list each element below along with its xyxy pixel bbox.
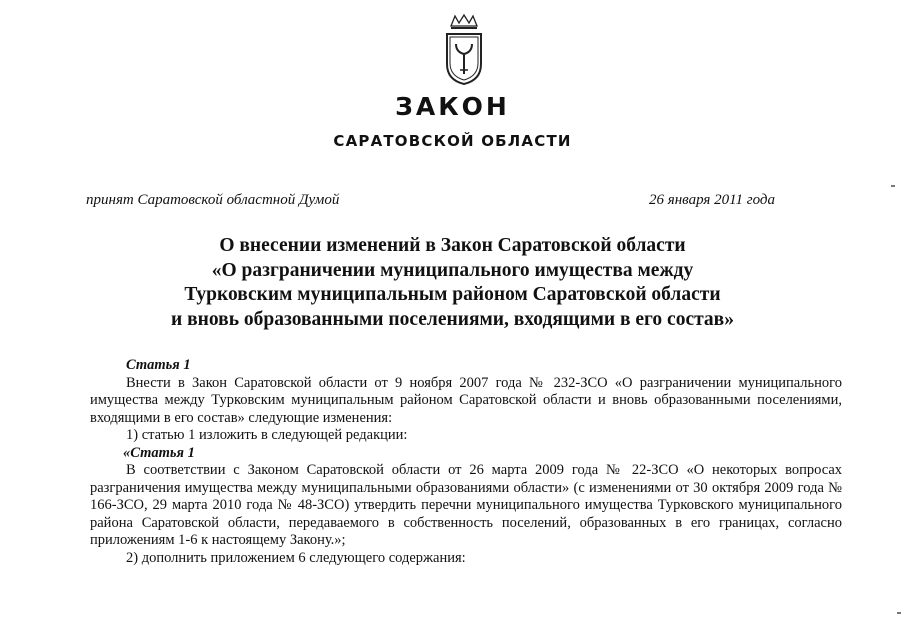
adoption-date: 26 января 2011 года [649, 192, 775, 208]
law-heading [0, 234, 905, 332]
law-subtitle: САРАТОВСКОЙ ОБЛАСТИ [333, 132, 572, 150]
heading-line: и вновь образованными поселениями, входящими в его состав» [171, 308, 734, 330]
heading-line: О внесении изменений в Закон Саратовской области [219, 235, 686, 256]
list-item: 1) статью 1 изложить в следующей редакции: [126, 427, 408, 443]
saratov-coat-of-arms-icon [443, 14, 485, 86]
list-item: 2) дополнить приложением 6 следующего содержания: [126, 549, 466, 566]
paragraph: Внести в Закон Саратовской области от 9 ноября 2007 года № 232-ЗСО «О разграничении муниципального имущества между Турковским муниципальным районом Саратовской области и вновь образованными поселениями, входящими в его состав» следующие изменения: [90, 374, 842, 426]
law-title: ЗАКОН [395, 92, 510, 121]
heading-line: «О разграничении муниципального имущества между [211, 259, 694, 281]
article-title: Статья 1 [126, 357, 191, 373]
scan-mark [897, 612, 901, 614]
adopted-by: принят Саратовской областной Думой [86, 192, 340, 208]
heading-line: Турковским муниципальным районом Саратовской области [184, 284, 721, 305]
law-body [90, 357, 842, 567]
quoted-article-title: «Статья 1 [123, 444, 195, 461]
scan-mark [891, 185, 895, 187]
quoted-paragraph: В соответствии с Законом Саратовской области от 26 марта 2009 года № 22-ЗСО «О некоторых вопросах разграничения имущества между муниципальными образованиями области» (с изменениями от 30 октября 2009 года № 166-ЗСО, 29 марта 2010 года № 48-ЗСО) утвердить перечни муниципального имущества Турковского муниципального района Саратовской области, передаваемого в собственность поселений, образованных в его границах, согласно приложениям 1-6 к настоящему Закону.»; [90, 462, 842, 548]
